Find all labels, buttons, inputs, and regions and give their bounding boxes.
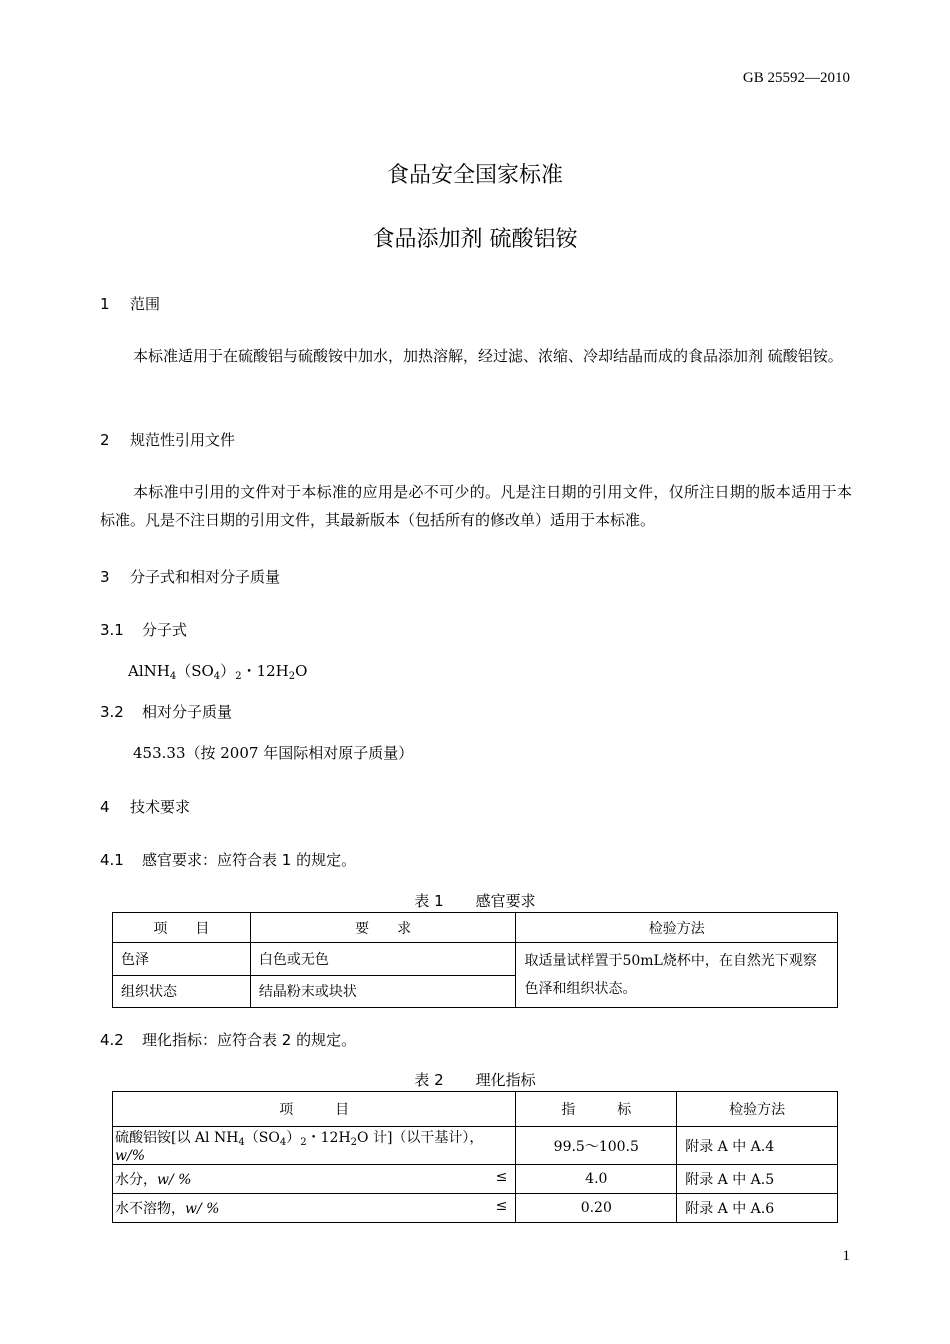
item-cell: 组织状态 — [113, 975, 251, 1008]
molecular-mass-value: 453.33（按 2007 年国际相对原子质量） — [133, 744, 414, 762]
column-header: 检验方法 — [677, 1092, 838, 1127]
caption-number: 表 2 — [414, 1071, 444, 1089]
section-4-2-heading — [100, 1029, 356, 1050]
method-cell: 附录 A 中 A.4 — [677, 1127, 838, 1165]
section-title: 分子式和相对分子质量 — [130, 568, 281, 586]
molecular-formula — [128, 660, 307, 682]
caption-title: 理化指标 — [475, 1071, 536, 1089]
formula-subscript: 4 — [213, 671, 221, 682]
section-title: 技术要求 — [130, 798, 191, 816]
item-unit: w/% — [115, 1148, 146, 1164]
section-3-heading — [100, 566, 280, 587]
requirement-cell: 白色或无色 — [250, 943, 516, 976]
section-2-paragraph: 本标准中引用的文件对于本标准的应用是必不可少的。凡是注日期的引用文件，仅所注日期的版本适用于本标准。凡是不注日期的引用文件，其最新版本（包括所有的修改单）适用于本标准。 — [100, 483, 852, 529]
section-title: 规范性引用文件 — [130, 431, 236, 449]
column-header: 项 目 — [113, 913, 251, 943]
less-equal-symbol: ≤ — [495, 1169, 508, 1185]
table-1-caption — [0, 890, 950, 911]
item-subscript: 4 — [238, 1137, 245, 1148]
formula-subscript: 2 — [288, 671, 296, 682]
item-text: 硫酸铝铵[以 Al NH — [115, 1130, 239, 1146]
formula-part: ・12H — [241, 662, 289, 680]
section-title: 相对分子质量 — [142, 703, 233, 721]
section-number: 4.1 — [100, 851, 124, 869]
formula-part: （SO — [176, 662, 214, 680]
item-subscript: 2 — [350, 1137, 358, 1148]
column-header: 检验方法 — [516, 913, 838, 943]
item-cell — [113, 1194, 516, 1223]
item-text: 水不溶物， — [115, 1201, 185, 1217]
item-text: （SO — [244, 1130, 280, 1146]
section-number: 4 — [100, 798, 110, 816]
method-cell: 取适量试样置于50mL烧杯中，在自然光下观察色泽和组织状态。 — [516, 943, 838, 1008]
section-number: 3 — [100, 568, 110, 586]
document-title: 食品安全国家标准 — [386, 163, 563, 188]
section-number: 3.1 — [100, 621, 124, 639]
formula-subscript: 4 — [169, 671, 177, 682]
formula-part: O — [295, 662, 308, 680]
item-unit: w/ % — [185, 1201, 220, 1217]
table-header-row — [113, 913, 838, 943]
value-cell: 0.20 — [516, 1194, 677, 1223]
section-1-paragraph: 本标准适用于在硫酸铝与硫酸铵中加水，加热溶解，经过滤、浓缩、冷却结晶而成的食品添加剂 硫酸铝铵。 — [133, 347, 843, 365]
item-text: ・12H — [306, 1130, 351, 1146]
document-subtitle: 食品添加剂 硫酸铝铵 — [372, 227, 578, 252]
item-unit: w/ % — [157, 1172, 192, 1188]
method-cell: 附录 A 中 A.6 — [677, 1194, 838, 1223]
table-row — [113, 1194, 838, 1223]
section-title: 理化指标：应符合表 2 的规定。 — [142, 1031, 357, 1049]
section-1-heading — [100, 293, 160, 314]
section-title: 分子式 — [142, 621, 188, 639]
caption-number: 表 1 — [414, 892, 444, 910]
table-row — [113, 1127, 838, 1165]
item-text: 水分， — [115, 1172, 157, 1188]
section-4-1-heading — [100, 849, 356, 870]
formula-part: AlNH — [128, 662, 170, 680]
table-row — [113, 943, 838, 976]
item-cell — [113, 1165, 516, 1194]
value-cell: 4.0 — [516, 1165, 677, 1194]
section-number: 3.2 — [100, 703, 124, 721]
section-3-1-heading — [100, 619, 187, 640]
column-header: 要 求 — [250, 913, 516, 943]
section-title: 范围 — [130, 295, 161, 313]
less-equal-symbol: ≤ — [495, 1198, 508, 1214]
method-cell: 附录 A 中 A.5 — [677, 1165, 838, 1194]
table-header-row — [113, 1092, 838, 1127]
formula-subscript: 2 — [235, 671, 242, 682]
column-header: 指 标 — [516, 1092, 677, 1127]
section-2-heading — [100, 429, 235, 450]
page-number: 1 — [842, 1248, 850, 1264]
section-number: 4.2 — [100, 1031, 124, 1049]
section-number: 2 — [100, 431, 110, 449]
section-3-2-heading — [100, 701, 232, 722]
section-4-heading — [100, 796, 190, 817]
table-row — [113, 1165, 838, 1194]
item-subscript: 4 — [279, 1137, 287, 1148]
physicochemical-indicators-table — [112, 1091, 838, 1223]
value-cell: 99.5～100.5 — [516, 1127, 677, 1165]
item-subscript: 2 — [300, 1137, 307, 1148]
sensory-requirements-table — [112, 912, 838, 1008]
standard-code: GB 25592—2010 — [742, 70, 850, 86]
section-number: 1 — [100, 295, 110, 313]
formula-part: ） — [220, 662, 236, 680]
item-cell: 色泽 — [113, 943, 251, 976]
item-text: ） — [286, 1130, 301, 1146]
column-header: 项 目 — [113, 1092, 516, 1127]
item-cell — [113, 1127, 516, 1165]
caption-title: 感官要求 — [475, 892, 536, 910]
requirement-cell: 结晶粉末或块状 — [250, 975, 516, 1008]
table-2-caption — [0, 1069, 950, 1090]
item-text: O 计]（以干基计）， — [357, 1130, 484, 1146]
section-title: 感官要求：应符合表 1 的规定。 — [142, 851, 357, 869]
